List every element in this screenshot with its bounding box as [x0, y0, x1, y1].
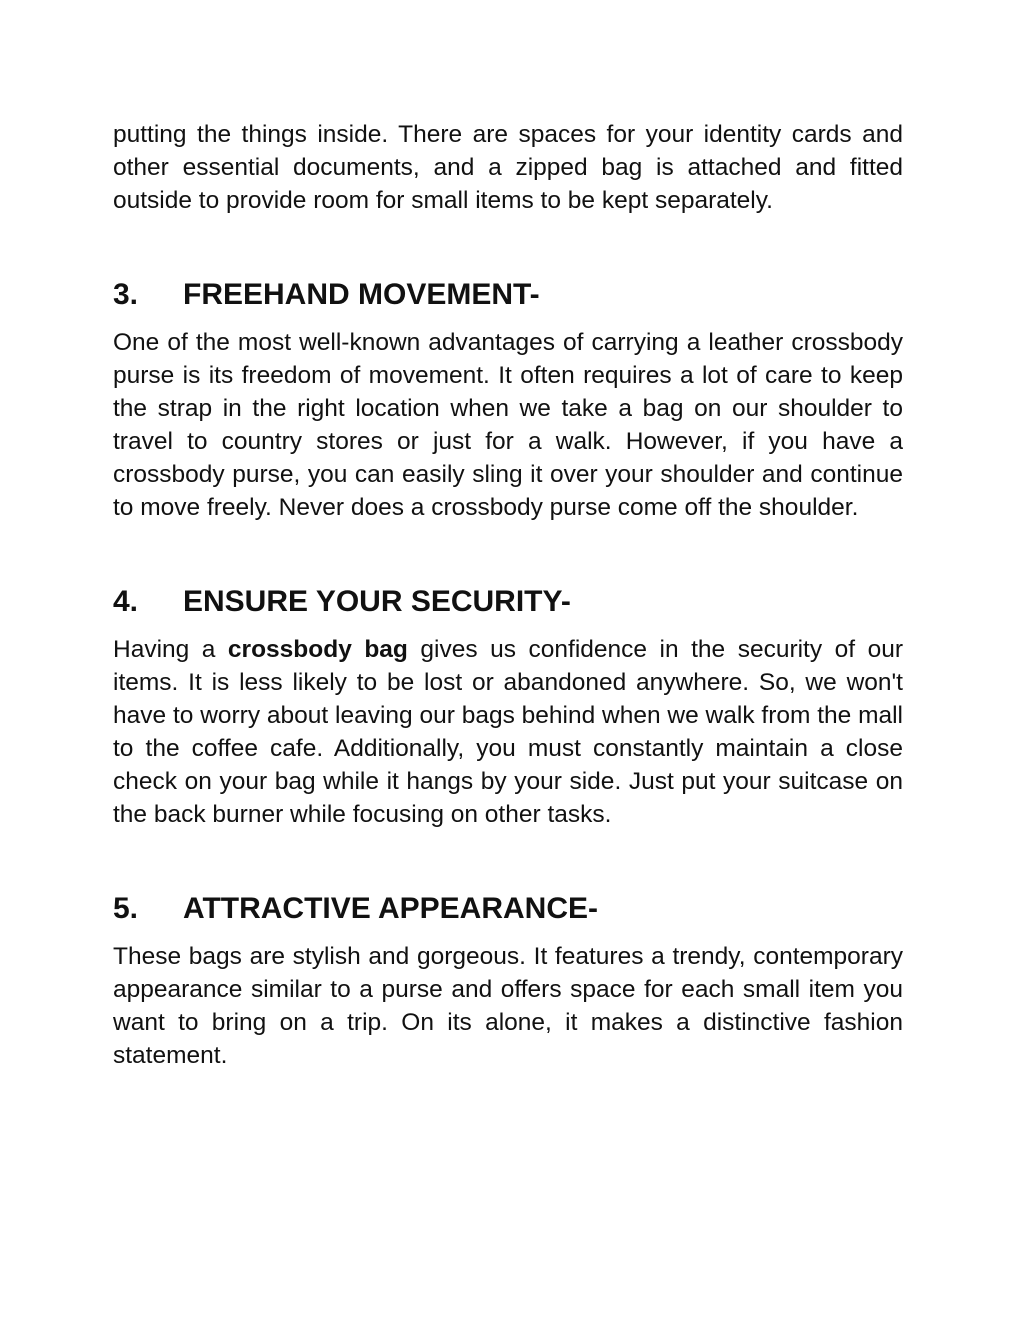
- section-number: 4.: [113, 585, 139, 618]
- section-heading-ensure-security: [113, 582, 903, 622]
- section-title: FREEHAND MOVEMENT-: [183, 278, 540, 311]
- section-number: 3.: [113, 278, 139, 311]
- section-heading-freehand-movement: [113, 275, 903, 315]
- section-title: ATTRACTIVE APPEARANCE-: [183, 892, 599, 925]
- document-page: [113, 118, 903, 1072]
- section-heading-attractive-appearance: [113, 889, 903, 929]
- section-number: 5.: [113, 892, 139, 925]
- section-paragraph-ensure-security: [113, 633, 903, 831]
- intro-paragraph: putting the things inside. There are spaces for your identity cards and other essential documents, and a zipped bag is attached and fitted outside to provide room for small items to be kept separately.: [113, 121, 903, 214]
- paragraph-text-end: gives us confidence in the security of our items. It is less likely to be lost or abandoned anywhere. So, we won't have to worry about leaving our bags behind when we walk from the mall to the coffee cafe. Additionally, you must constantly maintain a close check on your bag while it hangs by your side. Just put your suitcase on the back burner while focusing on other tasks.: [113, 636, 903, 828]
- section-title: ENSURE YOUR SECURITY-: [183, 585, 571, 618]
- section-paragraph-attractive-appearance: These bags are stylish and gorgeous. It features a trendy, contemporary appearance similar to a purse and offers space for each small item you want to bring on a trip. On its alone, it makes a distinctive fashion statement.: [113, 943, 903, 1069]
- keyword-link: crossbody bag: [227, 636, 408, 663]
- paragraph-text-start: Having a: [113, 636, 228, 663]
- section-paragraph-freehand-movement: One of the most well-known advantages of carrying a leather crossbody purse is its freedom of movement. It often requires a lot of care to keep the strap in the right location when we take a bag on our shoulder to travel to country stores or just for a walk. However, if you have a crossbody purse, you can easily sling it over your shoulder and continue to move freely. Never does a crossbody purse come off the shoulder.: [113, 329, 903, 521]
